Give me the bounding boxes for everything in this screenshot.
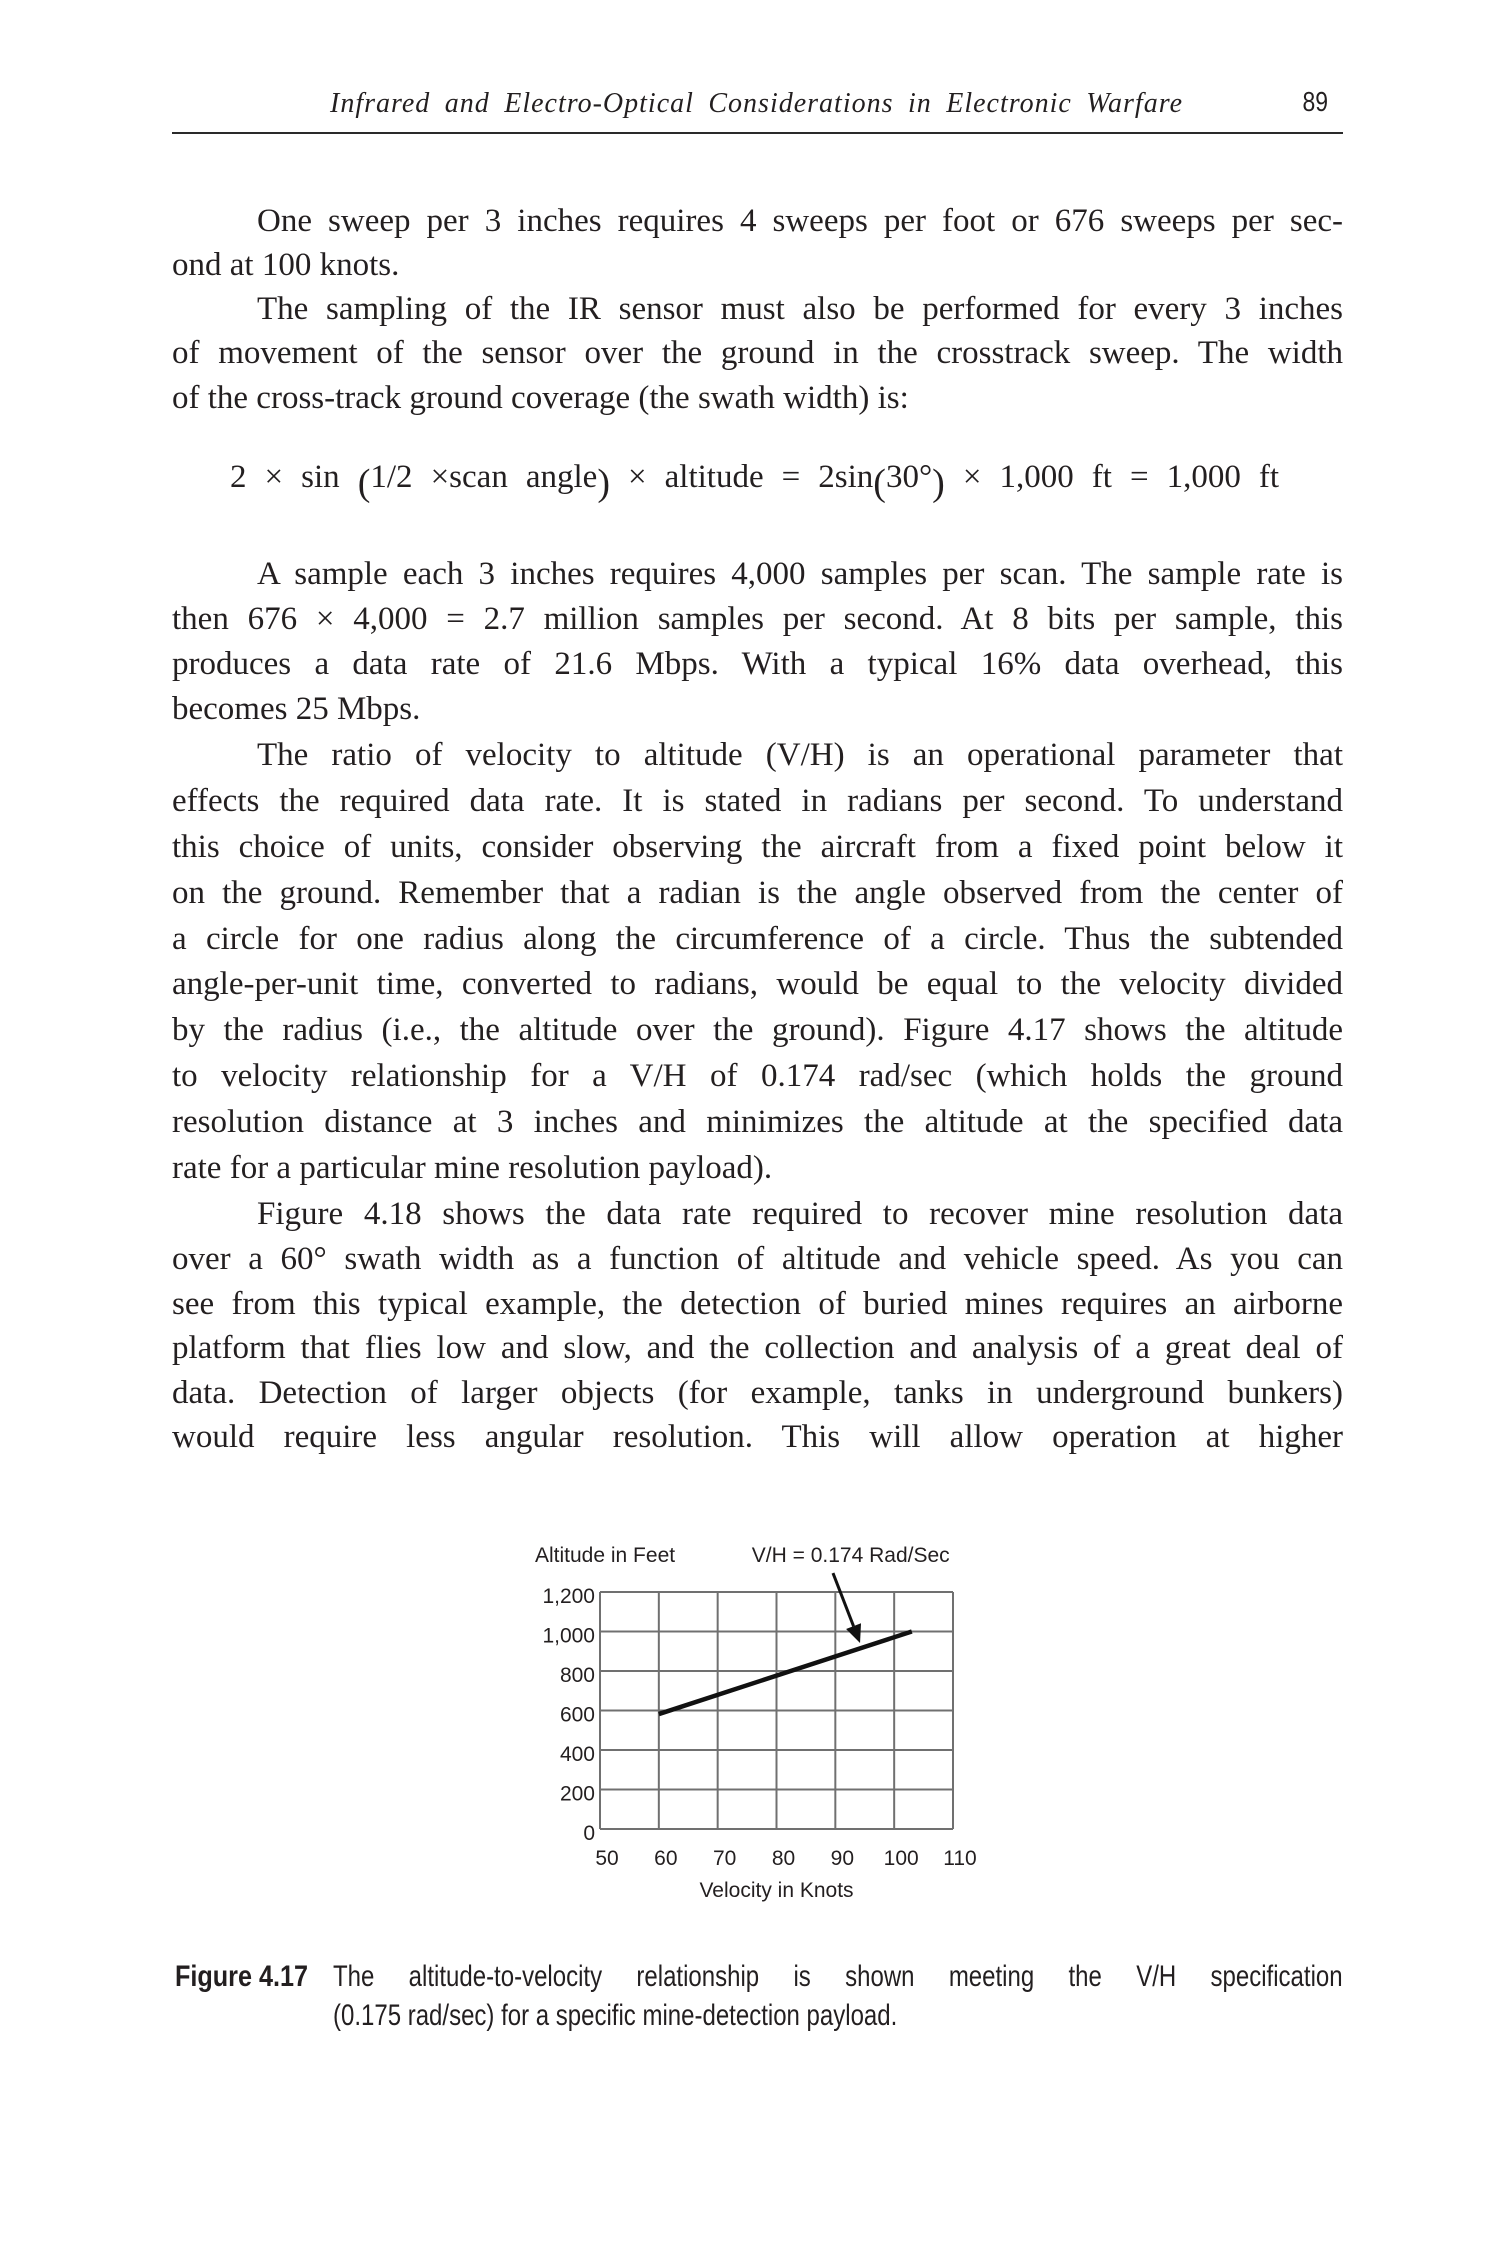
equation-term: × altitude = 2sin (628, 459, 874, 495)
body-line: resolution distance at 3 inches and minimizes the altitude at the specified data (172, 1104, 1343, 1140)
running-header-title: Infrared and Electro-Optical Considerations in Electronic Warfare (330, 88, 1183, 119)
body-line: on the ground. Remember that a radian is the angle observed from the center of (172, 875, 1343, 911)
body-line: A sample each 3 inches requires 4,000 samples per scan. The sample rate is (257, 556, 1343, 592)
body-line: data. Detection of larger objects (for example, tanks in underground bunkers) (172, 1375, 1343, 1411)
body-line: would require less angular resolution. This will allow operation at higher (172, 1419, 1343, 1455)
y-tick-label: 200 (559, 1782, 595, 1806)
body-line: produces a data rate of 21.6 Mbps. With a typical 16% data overhead, this (172, 646, 1343, 682)
figure-caption-line: The altitude-to-velocity relationship is shown meeting the V/H specification (333, 1960, 1343, 1993)
x-tick-label: 110 (943, 1847, 977, 1870)
equation-paren-close: ) (932, 462, 945, 504)
body-line: Figure 4.18 shows the data rate required to recover mine resolution data (257, 1196, 1343, 1232)
y-tick-label: 1,000 (542, 1624, 595, 1648)
y-tick-label: 1,200 (542, 1585, 595, 1608)
arrowhead-icon (846, 1623, 861, 1643)
body-line: to velocity relationship for a V/H of 0.174 rad/sec (which holds the ground (172, 1058, 1343, 1094)
page-number: 89 (1302, 86, 1328, 117)
x-tick-label: 100 (883, 1847, 919, 1870)
y-tick-label: 600 (559, 1703, 595, 1727)
body-line: angle-per-unit time, converted to radians, would be equal to the velocity divided (172, 966, 1343, 1002)
body-line: of movement of the sensor over the ground in the crosstrack sweep. The width (172, 335, 1343, 371)
body-line: The sampling of the IR sensor must also be performed for every 3 inches (257, 291, 1343, 327)
body-line: The ratio of velocity to altitude (V/H) is an operational parameter that (257, 737, 1343, 773)
body-line: by the radius (i.e., the altitude over the ground). Figure 4.17 shows the altitude (172, 1012, 1343, 1048)
body-line: rate for a particular mine resolution payload). (172, 1150, 773, 1186)
figure-caption-line: (0.175 rad/sec) for a specific mine-detection payload. (333, 1999, 898, 2032)
body-line: then 676 × 4,000 = 2.7 million samples per second. At 8 bits per sample, this (172, 601, 1343, 637)
body-line: One sweep per 3 inches requires 4 sweeps per foot or 676 sweeps per sec- (257, 203, 1343, 239)
chart-svg (500, 1520, 1020, 1920)
y-tick-label: 800 (559, 1664, 595, 1687)
equation-paren-open: ( (357, 462, 371, 504)
equation-term: × 1,000 ft = 1,000 ft (962, 459, 1280, 495)
body-line: ond at 100 knots. (172, 247, 400, 283)
equation-paren-close: ) (597, 462, 610, 504)
x-tick-label: 80 (771, 1847, 796, 1870)
x-axis-title: Velocity in Knots (699, 1879, 854, 1902)
equation-term: 2 × sin (230, 459, 340, 495)
body-line: platform that flies low and slow, and the collection and analysis of a great deal of (172, 1330, 1343, 1366)
annotation-label: V/H = 0.174 Rad/Sec (751, 1543, 950, 1567)
y-tick-label: 0 (583, 1822, 595, 1845)
body-line: see from this typical example, the detection of buried mines requires an airborne (172, 1286, 1343, 1322)
equation-term: 1/2 ×scan angle (370, 459, 598, 495)
header-rule (172, 132, 1343, 134)
body-line: effects the required data rate. It is stated in radians per second. To understand (172, 783, 1343, 819)
equation-paren-open: ( (873, 462, 886, 504)
data-line (659, 1632, 912, 1715)
body-line: a circle for one radius along the circumference of a circle. Thus the subtended (172, 921, 1343, 957)
body-line: over a 60° swath width as a function of altitude and vehicle speed. As you can (172, 1241, 1343, 1277)
figure-label: Figure 4.17 (175, 1960, 309, 1993)
y-axis-title: Altitude in Feet (535, 1544, 676, 1567)
body-line: this choice of units, consider observing the aircraft from a fixed point below it (172, 829, 1343, 865)
body-line: becomes 25 Mbps. (172, 691, 421, 727)
body-line: of the cross-track ground coverage (the swath width) is: (172, 380, 909, 416)
swath-width-equation (230, 455, 1280, 504)
x-tick-label: 90 (830, 1847, 855, 1870)
x-tick-label: 70 (712, 1847, 737, 1870)
y-tick-label: 400 (559, 1743, 595, 1766)
x-tick-label: 50 (595, 1847, 619, 1870)
equation-term: 30° (885, 459, 933, 495)
x-tick-label: 60 (654, 1847, 678, 1870)
